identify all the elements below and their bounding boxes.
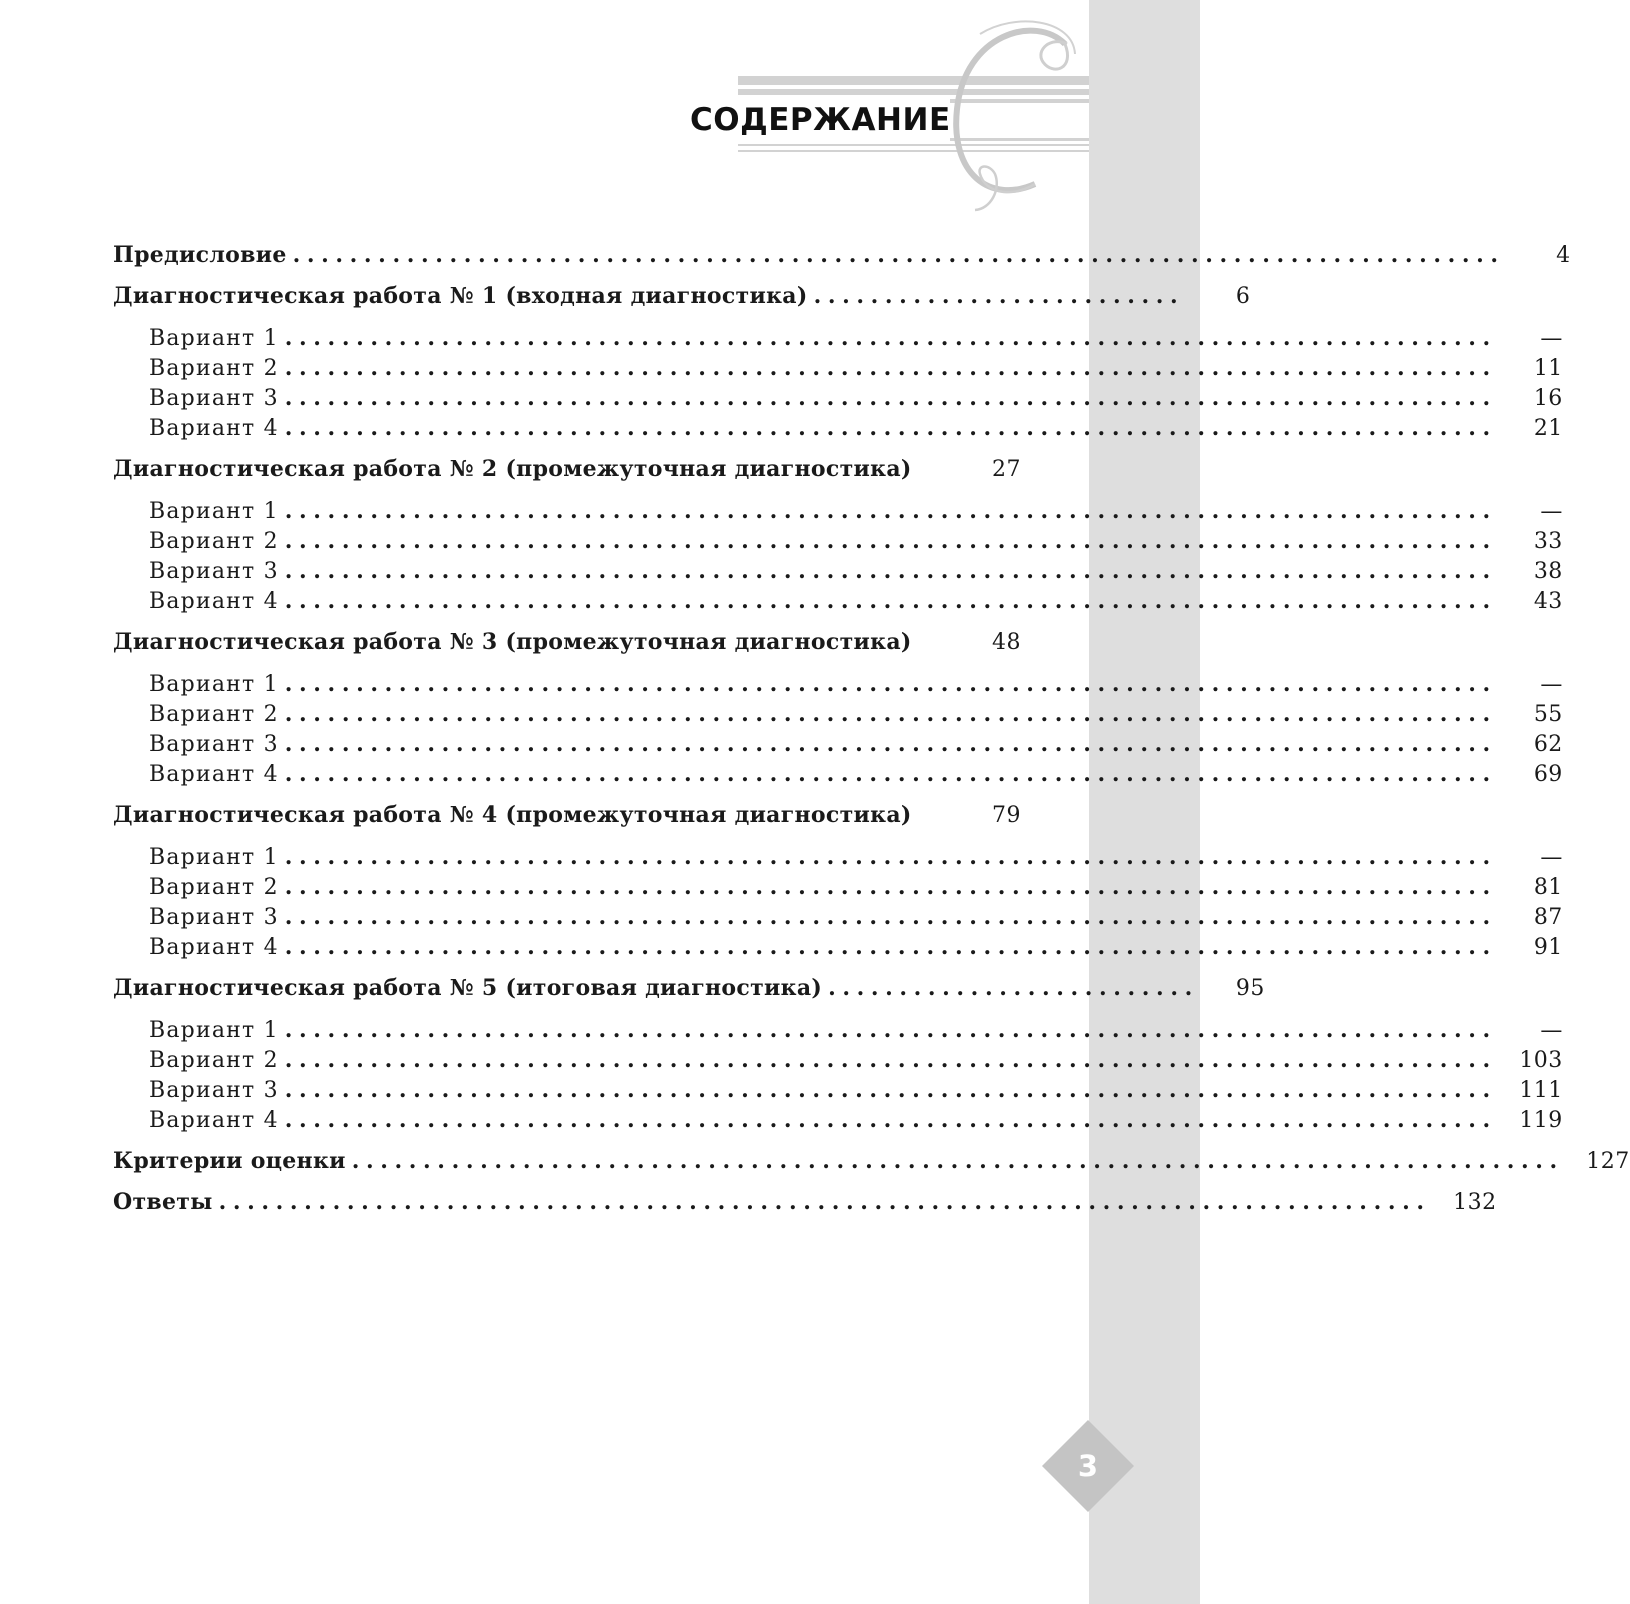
- dot-leader: .....................................................................................: [218, 1189, 1431, 1215]
- toc-entry-label: Вариант 1: [149, 1018, 279, 1043]
- dot-leader: .....................................................................................: [284, 701, 1497, 727]
- toc-entry-variant[interactable]: [113, 496, 1563, 526]
- toc-entry-work-2[interactable]: [113, 454, 1021, 484]
- dot-leader: .....................................................................................: [284, 761, 1497, 787]
- toc-entry-variant[interactable]: [113, 842, 1563, 872]
- toc-entry-label: Вариант 2: [149, 529, 279, 554]
- dot-leader: .....................................................................................: [284, 588, 1497, 614]
- toc-entry-label: Вариант 2: [149, 356, 279, 381]
- dot-leader: .....................................................................................: [284, 1047, 1497, 1073]
- toc-page-number: 48: [992, 630, 1021, 655]
- toc-entry-work-1[interactable]: [113, 281, 1251, 311]
- toc-page-number: 4: [1556, 243, 1571, 268]
- toc-entry-variant[interactable]: [113, 872, 1563, 902]
- dot-leader: .....................................................................................: [292, 242, 1505, 268]
- toc-entry-variant[interactable]: [113, 1075, 1563, 1105]
- toc-entry-variant[interactable]: [113, 729, 1563, 759]
- toc-page-number: 55: [1533, 702, 1563, 727]
- dot-leader: .....................................................................................: [284, 528, 1497, 554]
- dot-leader: .....................................................................................: [284, 874, 1497, 900]
- toc-entry-label: Вариант 1: [149, 672, 279, 697]
- toc-entry-variant[interactable]: [113, 759, 1563, 789]
- toc-entry-label: Вариант 4: [149, 935, 279, 960]
- toc-entry-answers[interactable]: [113, 1187, 1497, 1217]
- toc-page-number: —: [1540, 845, 1563, 870]
- toc-page-number: —: [1540, 326, 1563, 351]
- dot-leader: .....................................................................................: [284, 904, 1497, 930]
- dot-leader: .....................................................................................: [284, 671, 1497, 697]
- toc-entry-work-5[interactable]: [113, 973, 1265, 1003]
- toc-page-number: 127: [1586, 1149, 1630, 1174]
- dot-leader: .....................................................................................: [284, 731, 1497, 757]
- toc-entry-variant[interactable]: [113, 902, 1563, 932]
- toc-entry-variant[interactable]: [113, 323, 1563, 353]
- toc-page-number: 119: [1519, 1108, 1563, 1133]
- toc-entry-variant[interactable]: [113, 586, 1563, 616]
- dot-leader: ..........................: [828, 975, 1199, 1001]
- dot-leader: .....................................................................................: [284, 558, 1497, 584]
- toc-entry-label: Вариант 2: [149, 875, 279, 900]
- toc-entry-criteria[interactable]: [113, 1146, 1630, 1176]
- toc-page-number: 69: [1533, 762, 1563, 787]
- toc-entry-variant[interactable]: [113, 669, 1563, 699]
- toc-entry-label: Вариант 4: [149, 762, 279, 787]
- toc-entry-variant[interactable]: [113, 413, 1563, 443]
- dot-leader: ..........................: [813, 283, 1185, 309]
- toc-page-number: 103: [1519, 1048, 1563, 1073]
- toc-entry-label: Диагностическая работа № 3 (промежуточная диагностика): [113, 629, 912, 655]
- toc-page-number: 87: [1533, 905, 1563, 930]
- toc-entry-variant[interactable]: [113, 699, 1563, 729]
- toc-page-number: 95: [1235, 976, 1265, 1001]
- dot-leader: .....................................................................................: [284, 385, 1497, 411]
- toc-entry-variant[interactable]: [113, 1105, 1563, 1135]
- dot-leader: .....................................................................................: [284, 1017, 1497, 1043]
- toc-page-number: 132: [1453, 1190, 1497, 1215]
- toc-page-number: 16: [1533, 386, 1563, 411]
- dot-leader: .....................................................................................: [284, 1107, 1497, 1133]
- toc-page-number: 62: [1533, 732, 1563, 757]
- toc-entry-label: Вариант 3: [149, 1078, 279, 1103]
- toc-page-number: 91: [1533, 935, 1563, 960]
- toc-entry-label: Вариант 3: [149, 732, 279, 757]
- toc-entry-preface[interactable]: [113, 240, 1571, 270]
- toc-entry-label: Диагностическая работа № 4 (промежуточная диагностика): [113, 802, 912, 828]
- toc-entry-label: Вариант 1: [149, 326, 279, 351]
- toc-entry-variant[interactable]: [113, 526, 1563, 556]
- toc-page-number: 111: [1519, 1078, 1563, 1103]
- toc-page-number: 43: [1533, 589, 1563, 614]
- toc-entry-variant[interactable]: [113, 353, 1563, 383]
- toc-entry-label: Критерии оценки: [113, 1148, 346, 1174]
- toc-page-number: 6: [1235, 284, 1251, 309]
- toc-entry-label: Вариант 3: [149, 559, 279, 584]
- toc-page-number: 81: [1533, 875, 1563, 900]
- toc-entry-label: Диагностическая работа № 2 (промежуточная диагностика): [113, 456, 912, 482]
- toc-entry-variant[interactable]: [113, 932, 1563, 962]
- dot-leader: .....................................................................................: [351, 1148, 1564, 1174]
- toc-entry-label: Вариант 1: [149, 845, 279, 870]
- toc-entry-label: Вариант 3: [149, 905, 279, 930]
- toc-page-number: 38: [1533, 559, 1563, 584]
- toc-page-number: 33: [1533, 529, 1563, 554]
- toc-entry-variant[interactable]: [113, 556, 1563, 586]
- toc-entry-label: Вариант 4: [149, 1108, 279, 1133]
- dot-leader: .....................................................................................: [284, 355, 1497, 381]
- toc-page-number: —: [1540, 1018, 1563, 1043]
- toc-entry-label: Вариант 2: [149, 1048, 279, 1073]
- toc-page-number: 11: [1533, 356, 1563, 381]
- table-of-contents: [113, 240, 1630, 1217]
- toc-entry-work-4[interactable]: [113, 800, 1021, 830]
- toc-entry-label: Предисловие: [113, 242, 287, 268]
- dot-leader: .....................................................................................: [284, 498, 1497, 524]
- toc-entry-label: Вариант 2: [149, 702, 279, 727]
- toc-entry-label: Вариант 4: [149, 589, 279, 614]
- letter-c-ornament: [935, 14, 1085, 214]
- toc-entry-variant[interactable]: [113, 383, 1563, 413]
- toc-entry-variant[interactable]: [113, 1015, 1563, 1045]
- toc-entry-work-3[interactable]: [113, 627, 1021, 657]
- toc-entry-label: Вариант 4: [149, 416, 279, 441]
- toc-page-number: 79: [992, 803, 1021, 828]
- dot-leader: .....................................................................................: [284, 1077, 1497, 1103]
- page-title: СОДЕРЖАНИЕ: [686, 98, 950, 142]
- toc-entry-variant[interactable]: [113, 1045, 1563, 1075]
- dot-leader: .....................................................................................: [284, 325, 1497, 351]
- toc-page-number: 27: [992, 457, 1021, 482]
- toc-page-number: —: [1540, 672, 1563, 697]
- toc-entry-label: Ответы: [113, 1189, 213, 1215]
- dot-leader: .....................................................................................: [284, 415, 1497, 441]
- dot-leader: .....................................................................................: [284, 934, 1497, 960]
- dot-leader: .....................................................................................: [284, 844, 1497, 870]
- toc-entry-label: Вариант 1: [149, 499, 279, 524]
- toc-page-number: 21: [1533, 416, 1563, 441]
- toc-entry-label: Диагностическая работа № 1 (входная диагностика): [113, 283, 808, 309]
- toc-entry-label: Вариант 3: [149, 386, 279, 411]
- toc-page-number: —: [1540, 499, 1563, 524]
- toc-entry-label: Диагностическая работа № 5 (итоговая диагностика): [113, 975, 823, 1001]
- page-number: 3: [1077, 1449, 1099, 1483]
